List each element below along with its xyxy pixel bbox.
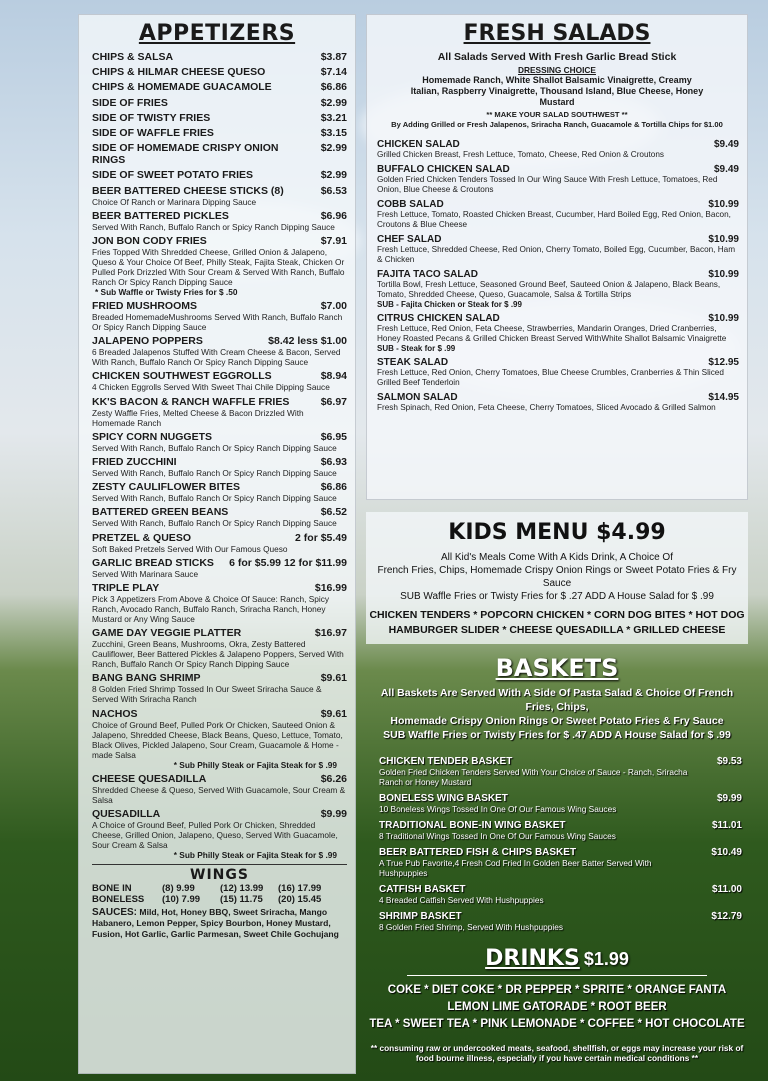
- item-price: $6.96: [320, 209, 347, 222]
- item-name: SIDE OF WAFFLE FRIES: [92, 126, 214, 139]
- drinks-line-2: LEMON LIME GATORADE * ROOT BEER: [447, 1001, 667, 1013]
- drinks-line-1: COKE * DIET COKE * DR PEPPER * SPRITE * ORANGE FANTA: [387, 984, 727, 996]
- item-price: $6.93: [320, 456, 347, 468]
- item-item: [92, 582, 347, 624]
- item-description: Shredded Cheese & Queso, Served With Guacamole, Sour Cream & Salsa: [92, 784, 346, 805]
- baskets-panel: [366, 648, 748, 948]
- salad-item: [377, 164, 739, 195]
- item-description: Fresh Lettuce, Red Onion, Feta Cheese, Strawberries, Mandarin Oranges, Dried Cranberries, Honey Roasted Pecans & Grilled Chicken Breast Served WithWhite Shallot Balsamic Vinaigrette: [377, 324, 727, 343]
- item-description: Grilled Chicken Breast, Fresh Lettuce, Tomato, Cheese, Red Onion & Croutons: [377, 150, 665, 159]
- item-name: SIDE OF TWISTY FRIES: [92, 111, 211, 124]
- kids-title: KIDS MENU $4.99: [448, 520, 666, 545]
- item-price: $6.95: [320, 430, 347, 443]
- item-item: [92, 627, 347, 669]
- item-item: [92, 335, 347, 367]
- wings-section: [79, 864, 355, 940]
- basket-item: [379, 793, 742, 814]
- appetizers-title: APPETIZERS: [138, 21, 296, 46]
- item-price: $9.99: [716, 793, 742, 804]
- item-description: Zucchini, Green Beans, Mushrooms, Okra, Zesty Battered Cauliflower, Beer Battered Pickles & Jalapeno Poppers, Served With Ranch, Buffalo Ranch Or Spicy Ranch Dipping Sauce: [92, 639, 344, 670]
- wing-sauces: SAUCES: Mild, Hot, Honey BBQ, Sweet Sriracha, Mango Habanero, Lemon Pepper, Spicy Bourbon, Honey Mustard, Fusion, Hot Garlic, Garlic Parmesan, Sweet Chile Gochujang: [92, 906, 339, 939]
- item-item: [92, 708, 347, 770]
- basket-item: [379, 847, 742, 878]
- item-name: STEAK SALAD: [377, 357, 449, 368]
- item-description: 8 Traditional Wings Tossed In One Of Our Famous Wing Sauces: [379, 831, 616, 841]
- drinks-line-3: TEA * SWEET TEA * PINK LEMONADE * COFFEE * HOT CHOCOLATE: [369, 1018, 745, 1030]
- item-description: Served With Ranch, Buffalo Ranch Or Spicy Ranch Dipping Sauce: [92, 493, 337, 504]
- item-price: $16.99: [314, 581, 347, 594]
- item-price: $10.49: [711, 847, 742, 858]
- wings-row-bone-in: BONE IN (8) 9.99 (12) 13.99 (16) 17.99: [92, 882, 322, 894]
- item-description: Served With Marinara Sauce: [92, 568, 199, 579]
- item-item: [92, 396, 347, 428]
- item-name: SALMON SALAD: [377, 392, 458, 403]
- item-name: TRADITIONAL BONE-IN WING BASKET: [379, 820, 566, 831]
- basket-item: [379, 884, 742, 905]
- salad-item: [377, 269, 739, 309]
- item-price: $11.01: [711, 820, 742, 831]
- item-description: Tortilla Bowl, Fresh Lettuce, Seasoned Ground Beef, Sauteed Onion & Jalapeno, Black Beans, Tomato, Shredded Cheese, Queso, Guacamole, Salsa & Tortilla Strips: [377, 280, 721, 299]
- item-price: $9.49: [713, 164, 739, 175]
- item-item: [92, 506, 347, 528]
- item-price: $10.99: [708, 234, 739, 245]
- item-price: $7.14: [320, 66, 347, 79]
- item-price: $8.94: [320, 370, 347, 383]
- item-description: Served With Ranch, Buffalo Ranch Or Spicy Ranch Dipping Sauce: [92, 518, 337, 529]
- salad-item: [377, 199, 739, 230]
- item-item: [92, 66, 347, 78]
- item-name: NACHOS: [92, 707, 138, 720]
- item-item: [92, 210, 347, 232]
- item-description: Fresh Lettuce, Red Onion, Cherry Tomatoes, Blue Cheese Crumbles, Cranberries & Thin Sliced Grilled Beef Tenderloin: [377, 368, 724, 387]
- item-description: Golden Fried Chicken Tenders Tossed In Our Wing Sauce With Fresh Lettuce, Tomatoes, Red Onion, Blue Cheese & Croutons: [377, 175, 718, 194]
- item-item: [92, 672, 347, 704]
- item-item: [92, 456, 347, 478]
- item-name: GAME DAY VEGGIE PLATTER: [92, 627, 242, 640]
- southwest-heading: ** MAKE YOUR SALAD SOUTHWEST **: [486, 110, 628, 119]
- item-price: $10.99: [708, 313, 739, 324]
- item-item: [92, 185, 347, 207]
- item-price: $9.61: [320, 707, 347, 720]
- item-price: $12.79: [711, 911, 742, 922]
- item-price: $7.00: [320, 300, 347, 313]
- item-item: [92, 300, 347, 332]
- item-name: CHIPS & SALSA: [92, 51, 174, 63]
- item-name: COBB SALAD: [377, 199, 444, 210]
- item-price: $9.49: [713, 139, 739, 150]
- item-price: $3.15: [320, 126, 347, 139]
- salad-item: [377, 313, 739, 353]
- item-item: [92, 557, 347, 579]
- item-item: [92, 81, 347, 93]
- salad-item: [377, 139, 739, 160]
- item-name: BANG BANG SHRIMP: [92, 672, 201, 685]
- item-description: Golden Fried Chicken Tenders Served With Your Choice of Sauce - Ranch, Sriracha Ranch or Honey Mustard: [379, 767, 688, 787]
- item-price: $10.99: [708, 269, 739, 280]
- item-name: KK'S BACON & RANCH WAFFLE FRIES: [92, 395, 290, 408]
- item-name: BEER BATTERED FISH & CHIPS BASKET: [379, 847, 577, 858]
- item-price: $6.86: [320, 81, 347, 94]
- baskets-intro: All Baskets Are Served With A Side Of Pasta Salad & Choice Of French Fries, Chips, Homemade Crispy Onion Rings Or Sweet Potato Fries & Fry Sauce SUB Waffle Fries or Twisty Fries for $ .47 ADD A House Salad for $ .99: [380, 687, 734, 741]
- item-price: 6 for $5.99 12 for $11.99: [229, 556, 347, 569]
- item-description: Served With Ranch, Buffalo Ranch or Spicy Ranch Dipping Sauce: [92, 221, 335, 232]
- item-price: $6.26: [320, 772, 347, 785]
- item-price: $9.53: [716, 756, 742, 767]
- item-description: Choice of Ground Beef, Pulled Pork Or Chicken, Sauteed Onion & Jalapeno, Shredded Cheese, Black Beans, Queso, Lettuce, Tomato, Black Olives, Pickled Jalapeno, Sour Cream, Guacamole & Home -made Salsa: [92, 719, 343, 760]
- item-name: SHRIMP BASKET: [379, 911, 462, 922]
- item-description: Served With Ranch, Buffalo Ranch Or Spicy Ranch Dipping Sauce: [92, 468, 337, 478]
- item-description: 4 Chicken Eggrolls Served With Sweet Thai Chile Dipping Sauce: [92, 382, 330, 393]
- drinks-panel: [366, 944, 748, 1076]
- item-description: Soft Baked Pretzels Served With Our Famous Queso: [92, 543, 288, 554]
- item-price: $9.61: [320, 672, 347, 685]
- item-price: $2.99: [320, 169, 347, 182]
- item-price: $16.97: [314, 627, 347, 640]
- item-name: GARLIC BREAD STICKS: [92, 556, 214, 569]
- item-item: [92, 481, 347, 503]
- item-price: $6.53: [320, 184, 347, 197]
- item-description: A True Pub Favorite,4 Fresh Cod Fried In Golden Beer Batter Served With Hushpuppies: [379, 858, 652, 878]
- item-price: $10.99: [708, 199, 739, 210]
- kids-line-2: French Fries, Chips, Homemade Crispy Onion Rings or Sweet Potato Fries & Fry Sauce: [377, 565, 737, 589]
- salads-panel: [366, 14, 748, 500]
- salads-list: [367, 139, 747, 413]
- item-price: $6.52: [320, 506, 347, 519]
- item-name: CITRUS CHICKEN SALAD: [377, 313, 500, 324]
- item-price: $2.99: [320, 96, 347, 109]
- item-name: SIDE OF SWEET POTATO FRIES: [92, 169, 254, 182]
- item-name: BEER BATTERED PICKLES: [92, 209, 229, 222]
- salads-title: FRESH SALADS: [463, 21, 651, 46]
- item-price: $12.95: [708, 357, 739, 368]
- item-name: CHICKEN SALAD: [377, 139, 460, 150]
- item-description: 10 Boneless Wings Tossed In One Of Our Famous Wing Sauces: [379, 804, 617, 814]
- item-note: * Sub Philly Steak or Fajita Steak for $ .99: [173, 759, 337, 770]
- item-name: FRIED ZUCCHINI: [92, 456, 177, 468]
- item-item: [92, 97, 347, 109]
- item-price: $7.91: [320, 234, 347, 247]
- item-description: Fresh Spinach, Red Onion, Feta Cheese, Cherry Tomatoes, Sliced Avocado & Grilled Salmon: [377, 403, 716, 412]
- item-description: Choice Of Ranch or Marinara Dipping Sauce: [92, 196, 257, 207]
- basket-item: [379, 911, 742, 932]
- item-name: BATTERED GREEN BEANS: [92, 506, 229, 519]
- item-name: BONELESS WING BASKET: [379, 793, 508, 804]
- item-price: $6.86: [320, 481, 347, 494]
- item-description: 6 Breaded Jalapenos Stuffed With Cream Cheese & Bacon, Served With Ranch, Buffalo Ranch Or Spicy Ranch Dipping Sauce: [92, 347, 341, 368]
- item-price: 2 for $5.49: [295, 531, 347, 544]
- item-name: FRIED MUSHROOMS: [92, 300, 197, 313]
- food-safety-disclaimer: ** consuming raw or undercooked meats, seafood, shellfish, or eggs may increase your risk of food bourne illness, especially if you have certain medical conditions **: [370, 1043, 744, 1063]
- item-item: [92, 370, 347, 392]
- item-name: SIDE OF HOMEMADE CRISPY ONION RINGS: [92, 142, 279, 167]
- item-description: 4 Breaded Catfish Served With Hushpuppies: [379, 895, 544, 905]
- item-description: Fresh Lettuce, Shredded Cheese, Red Onion, Cherry Tomato, Boiled Egg, Cucumber, Bacon, Ham & Chicken: [377, 245, 736, 264]
- wings-title: WINGS: [92, 864, 347, 883]
- item-item: [92, 127, 347, 139]
- item-name: CHIPS & HILMAR CHEESE QUESO: [92, 66, 266, 79]
- item-name: CHIPS & HOMEMADE GUACAMOLE: [92, 81, 272, 94]
- salad-item: [377, 234, 739, 265]
- kids-items: CHICKEN TENDERS * POPCORN CHICKEN * CORN DOG BITES * HOT DOG HAMBURGER SLIDER * CHEESE QUESADILLA * GRILLED CHEESE: [369, 609, 745, 636]
- salad-item: [377, 392, 739, 413]
- item-item: [92, 169, 347, 181]
- item-note: * Sub Waffle or Twisty Fries for $ .50: [95, 286, 238, 297]
- item-name: BEER BATTERED CHEESE STICKS (8): [92, 184, 284, 197]
- item-note: SUB - Fajita Chicken or Steak for $ .99: [377, 300, 522, 309]
- item-item: [92, 808, 347, 860]
- item-name: BUFFALO CHICKEN SALAD: [377, 164, 510, 175]
- dressing-label: DRESSING CHOICE: [518, 65, 596, 75]
- item-description: Breaded HomemadeMushrooms Served With Ranch, Buffalo Ranch Or Spicy Ranch Dipping Sauce: [92, 312, 343, 333]
- item-price: $6.97: [320, 395, 347, 408]
- item-price: $3.87: [320, 51, 347, 63]
- kids-panel: [366, 512, 748, 644]
- item-item: [92, 51, 347, 63]
- basket-item: [379, 756, 742, 787]
- dressing-list: Homemade Ranch, White Shallot Balsamic Vinaigrette, Creamy Italian, Raspberry Vinaigrette, Thousand Island, Blue Cheese, Honey Mustard: [410, 75, 704, 107]
- item-price: $14.95: [708, 392, 739, 403]
- item-item: [92, 431, 347, 453]
- item-description: Served With Ranch, Buffalo Ranch Or Spicy Ranch Dipping Sauce: [92, 442, 337, 453]
- item-item: [92, 773, 347, 805]
- item-name: SIDE OF FRIES: [92, 96, 168, 109]
- kids-line-1: All Kid's Meals Come With A Kids Drink, A Choice Of: [441, 552, 673, 563]
- drinks-title: DRINKS $1.99: [485, 946, 629, 971]
- item-item: [92, 142, 347, 166]
- item-description: A Choice of Ground Beef, Pulled Pork Or Chicken, Shredded Cheese, Grilled Onion, Jalapeno, Queso, Served With Guacamole, Sour Cream & Salsa: [92, 819, 338, 850]
- kids-line-3: SUB Waffle Fries or Twisty Fries for $ .27 ADD A House Salad for $ .99: [400, 591, 714, 602]
- item-name: TRIPLE PLAY: [92, 581, 160, 594]
- item-price: $8.42 less $1.00: [268, 335, 347, 348]
- item-name: CHICKEN TENDER BASKET: [379, 756, 513, 767]
- item-name: JALAPENO POPPERS: [92, 335, 203, 348]
- salad-item: [377, 357, 739, 388]
- drinks-divider: [407, 975, 707, 976]
- item-price: $3.21: [320, 111, 347, 124]
- item-name: CHICKEN SOUTHWEST EGGROLLS: [92, 370, 272, 383]
- wings-row-boneless: BONELESS (10) 7.99 (15) 11.75 (20) 15.45: [92, 893, 322, 905]
- item-description: 8 Golden Fried Shrimp Tossed In Our Sweet Sriracha Sauce & Served With Sriracha Ranch: [92, 684, 322, 705]
- item-price: $11.00: [711, 884, 742, 895]
- basket-item: [379, 820, 742, 841]
- salads-subtitle: All Salads Served With Fresh Garlic Bread Stick: [437, 51, 677, 63]
- item-name: JON BON CODY FRIES: [92, 234, 207, 247]
- item-price: $2.99: [320, 142, 347, 155]
- baskets-title: BASKETS: [495, 654, 619, 682]
- item-price: $9.99: [320, 807, 347, 820]
- appetizers-panel: [78, 14, 356, 1074]
- item-name: ZESTY CAULIFLOWER BITES: [92, 481, 240, 494]
- appetizers-list: [79, 51, 355, 860]
- item-name: PRETZEL & QUESO: [92, 531, 191, 544]
- item-item: [92, 112, 347, 124]
- item-name: CHEESE QUESADILLA: [92, 772, 207, 785]
- item-name: QUESADILLA: [92, 807, 161, 820]
- item-note: SUB - Steak for $ .99: [377, 344, 456, 353]
- item-name: CHEF SALAD: [377, 234, 442, 245]
- item-description: 8 Golden Fried Shrimp, Served With Hushpuppies: [379, 922, 564, 932]
- baskets-list: [366, 756, 748, 932]
- item-note: * Sub Philly Steak or Fajita Steak for $ .99: [173, 849, 337, 860]
- item-description: Fries Topped With Shredded Cheese, Grilled Onion & Jalapeno, Queso & Your Choice Of Beef, Philly Steak, Fajita Steak, Chicken Or Pulled Pork Drizzled With Sour Cream & Served With Ranch, Buffalo Ranch Or Spicy Ranch Dipping Sauce: [92, 246, 345, 287]
- item-item: [92, 235, 347, 297]
- item-description: Pick 3 Appetizers From Above & Choice Of Sauce: Ranch, Spicy Ranch, Avocado Ranch, Buffalo Ranch, Sriracha Ranch, Honey Mustard or Any Wing Sauce: [92, 593, 330, 624]
- item-name: SPICY CORN NUGGETS: [92, 430, 212, 443]
- item-description: Zesty Waffle Fries, Melted Cheese & Bacon Drizzled With Homemade Ranch: [92, 407, 304, 428]
- item-name: FAJITA TACO SALAD: [377, 269, 478, 280]
- item-item: [92, 532, 347, 554]
- item-name: CATFISH BASKET: [379, 884, 466, 895]
- item-description: Fresh Lettuce, Tomato, Roasted Chicken Breast, Cucumber, Hard Boiled Egg, Red Onion, Bacon, Croutons & Blue Cheese: [377, 210, 731, 229]
- southwest-desc: By Adding Grilled or Fresh Jalapenos, Sriracha Ranch, Guacamole & Tortilla Chips for $1.00: [391, 119, 723, 129]
